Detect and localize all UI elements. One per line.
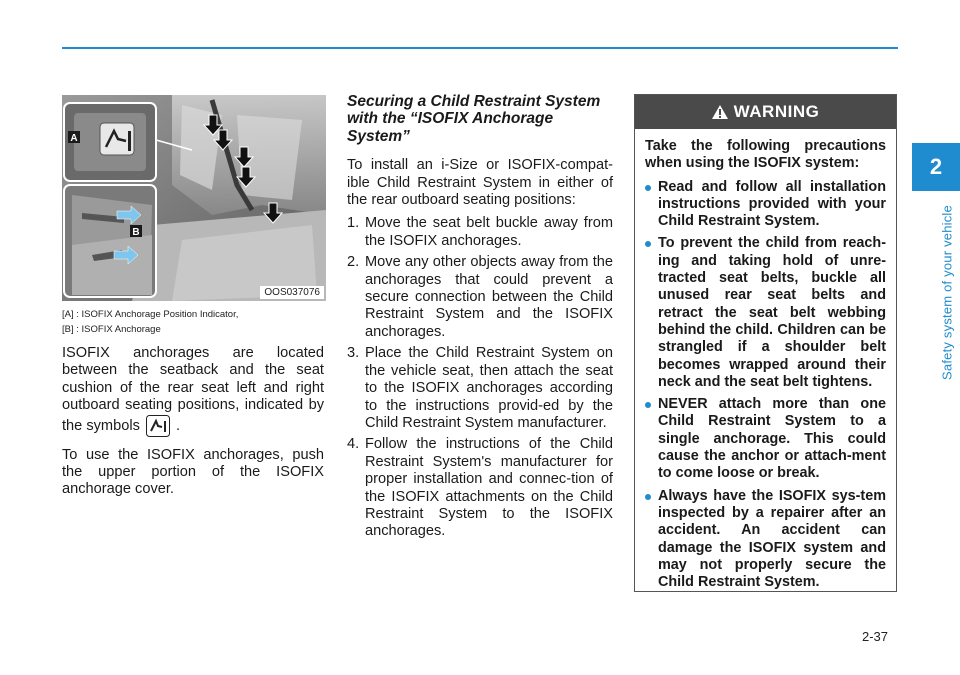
list-item: NEVER attach more than one Child Restraint System to a single anchorage. This could cause the anchor or attach-ment to come loose or break. — [645, 396, 886, 482]
list-item: 1. Move the seat belt buckle away from the ISOFIX anchorages. — [347, 215, 613, 249]
chapter-title-vertical — [936, 195, 956, 395]
warning-title: WARNING — [733, 102, 820, 121]
header-rule — [62, 47, 898, 49]
list-item: Always have the ISOFIX sys-tem inspected by a repairer after an accident. An accident can damage the ISOFIX system and may not properly secure the Child Restraint System. — [645, 488, 886, 592]
paragraph: To use the ISOFIX anchorages, push the upper portion of the ISOFIX anchorage cover. — [62, 446, 324, 498]
bullet-icon — [645, 402, 651, 408]
caption-a: [A] : ISOFIX Anchorage Position Indicator, — [62, 309, 239, 320]
body-column-2 — [347, 93, 613, 545]
warning-intro: Take the following precautions when using the ISOFIX system: — [645, 138, 886, 172]
list-item: 4. Follow the instructions of the Child Restraint System's manufacturer for proper installation and connec-tion of the ISOFIX attachments on the Child Restraint System to the ISOFIX anchorages. — [347, 436, 613, 540]
steps-list — [347, 215, 613, 540]
label-b: B — [132, 227, 140, 238]
warning-triangle-icon — [712, 105, 728, 119]
chapter-number: 2 — [929, 154, 943, 179]
rear-seat-illustration — [62, 95, 326, 301]
paragraph: ISOFIX anchorages are located between the seatback and the seat cushion of the rear seat left and right outboard seating positions, indicated by the symbols . — [62, 345, 324, 437]
warning-list — [645, 179, 886, 592]
list-item: To prevent the child from reach-ing and taking hold of unre-tracted seat belts, buckle all unused rear seat belts and retract the seat belt webbing behind the child. Children can be strangled if a shoulder belt becomes wrapped around their neck and the seat belt tightens. — [645, 235, 886, 391]
page-number: 2-37 — [862, 629, 889, 644]
list-item: Read and follow all installation instructions provided with your Child Restraint System. — [645, 179, 886, 231]
warning-box — [634, 94, 897, 592]
bullet-icon — [645, 185, 651, 191]
label-a: A — [70, 133, 78, 144]
bullet-icon — [645, 494, 651, 500]
intro-paragraph: To install an i-Size or ISOFIX-compat-ible Child Restraint System in either of the rear outboard seating positions: — [347, 157, 613, 209]
chapter-title: Safety system of your vehicle — [939, 205, 955, 380]
chapter-tab — [912, 143, 960, 191]
bullet-icon — [645, 241, 651, 247]
isofix-symbol-icon — [146, 415, 170, 437]
list-item: 2. Move any other objects away from the anchorages that could prevent a secure connection between the Child Restraint System and the ISOFIX anchorages. — [347, 254, 613, 340]
section-heading: Securing a Child Restraint System with the “ISOFIX Anchorage System” — [347, 93, 601, 145]
figure-code: OOS037076 — [260, 286, 324, 299]
warning-header — [635, 95, 896, 129]
list-item: 3. Place the Child Restraint System on the vehicle seat, then attach the seat to the ISOFIX anchorages according to the instructions provid-ed by the Child Restraint System manufacturer. — [347, 345, 613, 431]
caption-b: [B] : ISOFIX Anchorage — [62, 324, 161, 335]
isofix-seat-photo — [62, 95, 326, 301]
body-column-1 — [62, 345, 324, 509]
warning-body — [635, 129, 896, 591]
